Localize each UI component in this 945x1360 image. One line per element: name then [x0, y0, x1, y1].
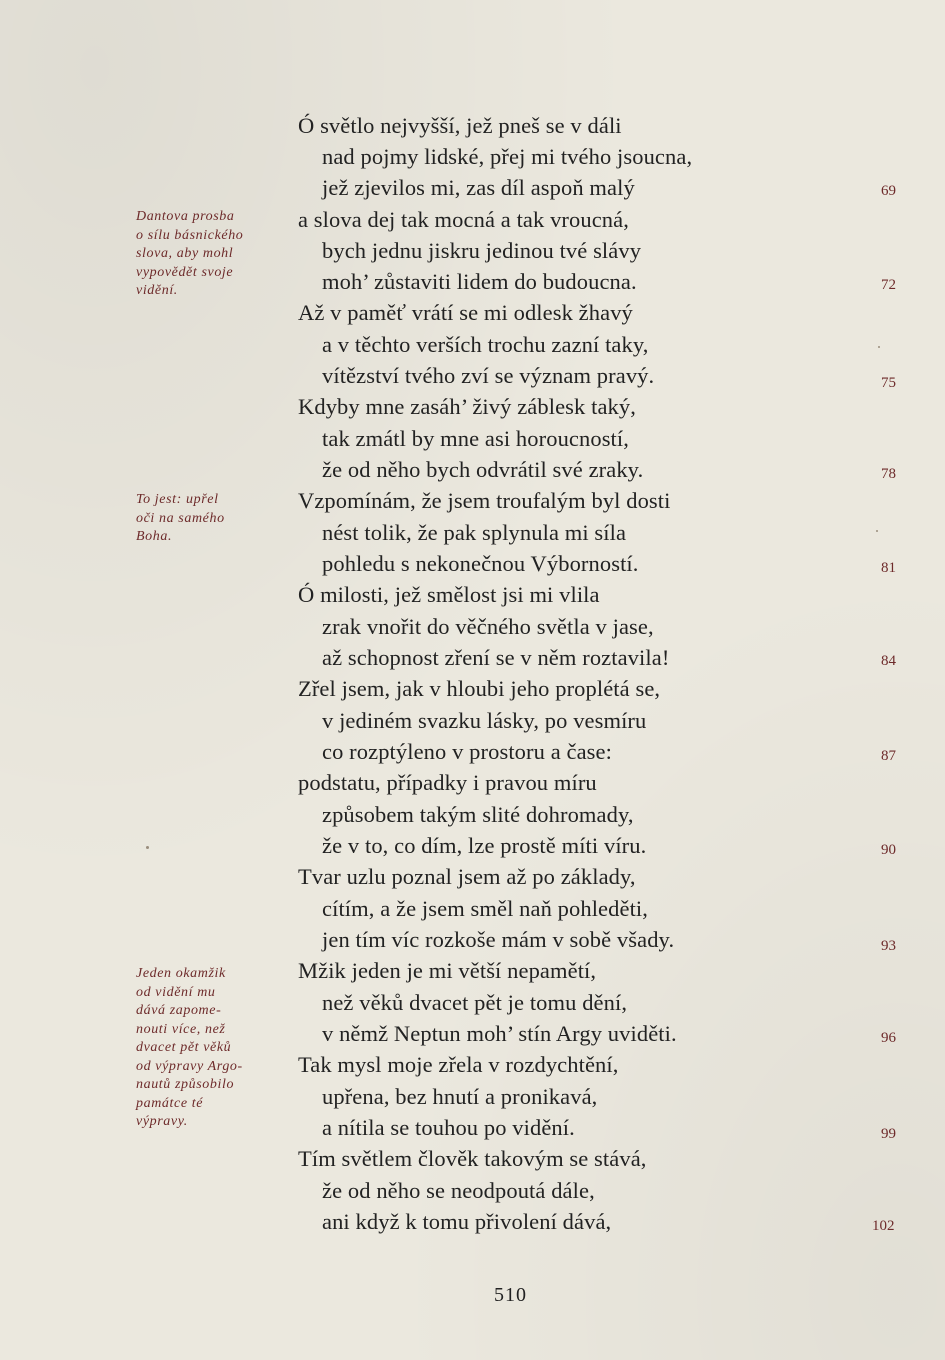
margin-note-line: To jest: upřel	[136, 492, 219, 507]
line-number: 102	[872, 1218, 895, 1234]
line-number: 96	[881, 1030, 896, 1046]
verse-line: cítím, a že jsem směl naň pohleděti,	[322, 896, 649, 921]
verse-line: než věků dvacet pět je tomu dění,	[322, 990, 628, 1015]
margin-note-line: dává zapome-	[136, 1003, 222, 1018]
verse-line: Ó milosti, jež smělost jsi mi vlila	[298, 582, 600, 607]
verse-line: Až v paměť vrátí se mi odlesk žhavý	[298, 300, 633, 325]
line-number: 99	[881, 1126, 896, 1142]
verse-line: Ó světlo nejvyšší, jež pneš se v dáli	[298, 113, 622, 138]
line-number: 93	[881, 938, 896, 954]
line-number: 78	[881, 466, 896, 482]
verse-line: pohledu s nekonečnou Výborností.	[322, 551, 639, 576]
line-number: 81	[881, 560, 896, 576]
verse-line: bych jednu jiskru jedinou tvé slávy	[322, 238, 642, 263]
page-number: 510	[494, 1284, 527, 1306]
verse-line: Tak mysl moje zřela v rozdychtění,	[298, 1052, 619, 1077]
line-number: 87	[881, 748, 896, 764]
verse-line: moh’ zůstaviti lidem do budoucna.	[322, 269, 637, 294]
margin-note-line: Jeden okamžik	[136, 966, 226, 981]
verse-line: zrak vnořit do věčného světla v jase,	[322, 614, 654, 639]
margin-note-line: slova, aby mohl	[136, 246, 234, 261]
margin-note	[136, 965, 296, 1132]
verse-line: co rozptýleno v prostoru a čase:	[322, 739, 612, 764]
verse-line: vítězství tvého zví se význam pravý.	[322, 363, 655, 388]
verse-line: v jediném svazku lásky, po vesmíru	[322, 708, 647, 733]
verse-line: ani když k tomu přivolení dává,	[322, 1209, 612, 1234]
line-number: 69	[881, 183, 896, 199]
verse-line: že od něho bych odvrátil své zraky.	[322, 457, 644, 482]
line-number: 84	[881, 653, 896, 669]
margin-note-line: výpravy.	[136, 1114, 188, 1129]
margin-note-line: od výpravy Argo-	[136, 1058, 243, 1074]
margin-note	[136, 208, 296, 301]
verse-line: nést tolik, že pak splynula mi síla	[322, 520, 627, 545]
verse-line: až schopnost zření se v něm roztavila!	[322, 645, 670, 670]
margin-note-line: vidění.	[136, 283, 178, 298]
verse-line: Tvar uzlu poznal jsem až po základy,	[298, 864, 636, 889]
verse-line: Vzpomínám, že jsem troufalým byl dosti	[298, 488, 671, 513]
margin-note-line: od vidění mu	[136, 984, 216, 1000]
verse-line: způsobem takým slité dohromady,	[322, 802, 634, 827]
margin-note-line: nouti více, než	[136, 1021, 226, 1037]
verse-line: Kdyby mne zasáh’ živý záblesk taký,	[298, 394, 636, 419]
verse-line: a nítila se touhou po vidění.	[322, 1115, 575, 1140]
verse-line: Tím světlem člověk takovým se stává,	[298, 1146, 647, 1171]
verse-line: a v těchto verších trochu zazní taky,	[322, 332, 649, 357]
verse-line: jen tím víc rozkoše mám v sobě všady.	[322, 927, 675, 952]
verse-line: upřena, bez hnutí a pronikavá,	[322, 1084, 598, 1109]
verse-line: že v to, co dím, lze prostě míti víru.	[322, 833, 647, 858]
verse-line: tak zmátl by mne asi horoucností,	[322, 426, 629, 451]
margin-note-line: Boha.	[136, 529, 173, 544]
margin-note-line: nautů způsobilo	[136, 1077, 235, 1092]
margin-note	[136, 491, 296, 547]
line-number: 75	[881, 375, 896, 391]
margin-note-line: Dantova prosba	[136, 209, 235, 224]
verse-line: nad pojmy lidské, přej mi tvého jsoucna,	[322, 144, 693, 169]
verse-line: jež zjevilos mi, zas díl aspoň malý	[322, 175, 635, 200]
line-number: 72	[881, 277, 896, 293]
margin-note-line: dvacet pět věků	[136, 1040, 232, 1055]
verse-line: že od něho se neodpoutá dále,	[322, 1178, 595, 1203]
margin-note-line: vypovědět svoje	[136, 264, 234, 280]
margin-note-line: o sílu básnického	[136, 227, 244, 243]
margin-note-line: památce té	[136, 1095, 204, 1111]
verse-line: v němž Neptun moh’ stín Argy uviděti.	[322, 1021, 677, 1046]
verse-line: a slova dej tak mocná a tak vroucná,	[298, 207, 629, 232]
verse-line: podstatu, případky i pravou míru	[298, 770, 597, 795]
margin-note-line: oči na samého	[136, 510, 225, 526]
verse-line: Zřel jsem, jak v hloubi jeho proplétá se,	[298, 676, 661, 701]
line-number: 90	[881, 842, 896, 858]
verse-line: Mžik jeden je mi větší nepamětí,	[298, 958, 597, 983]
